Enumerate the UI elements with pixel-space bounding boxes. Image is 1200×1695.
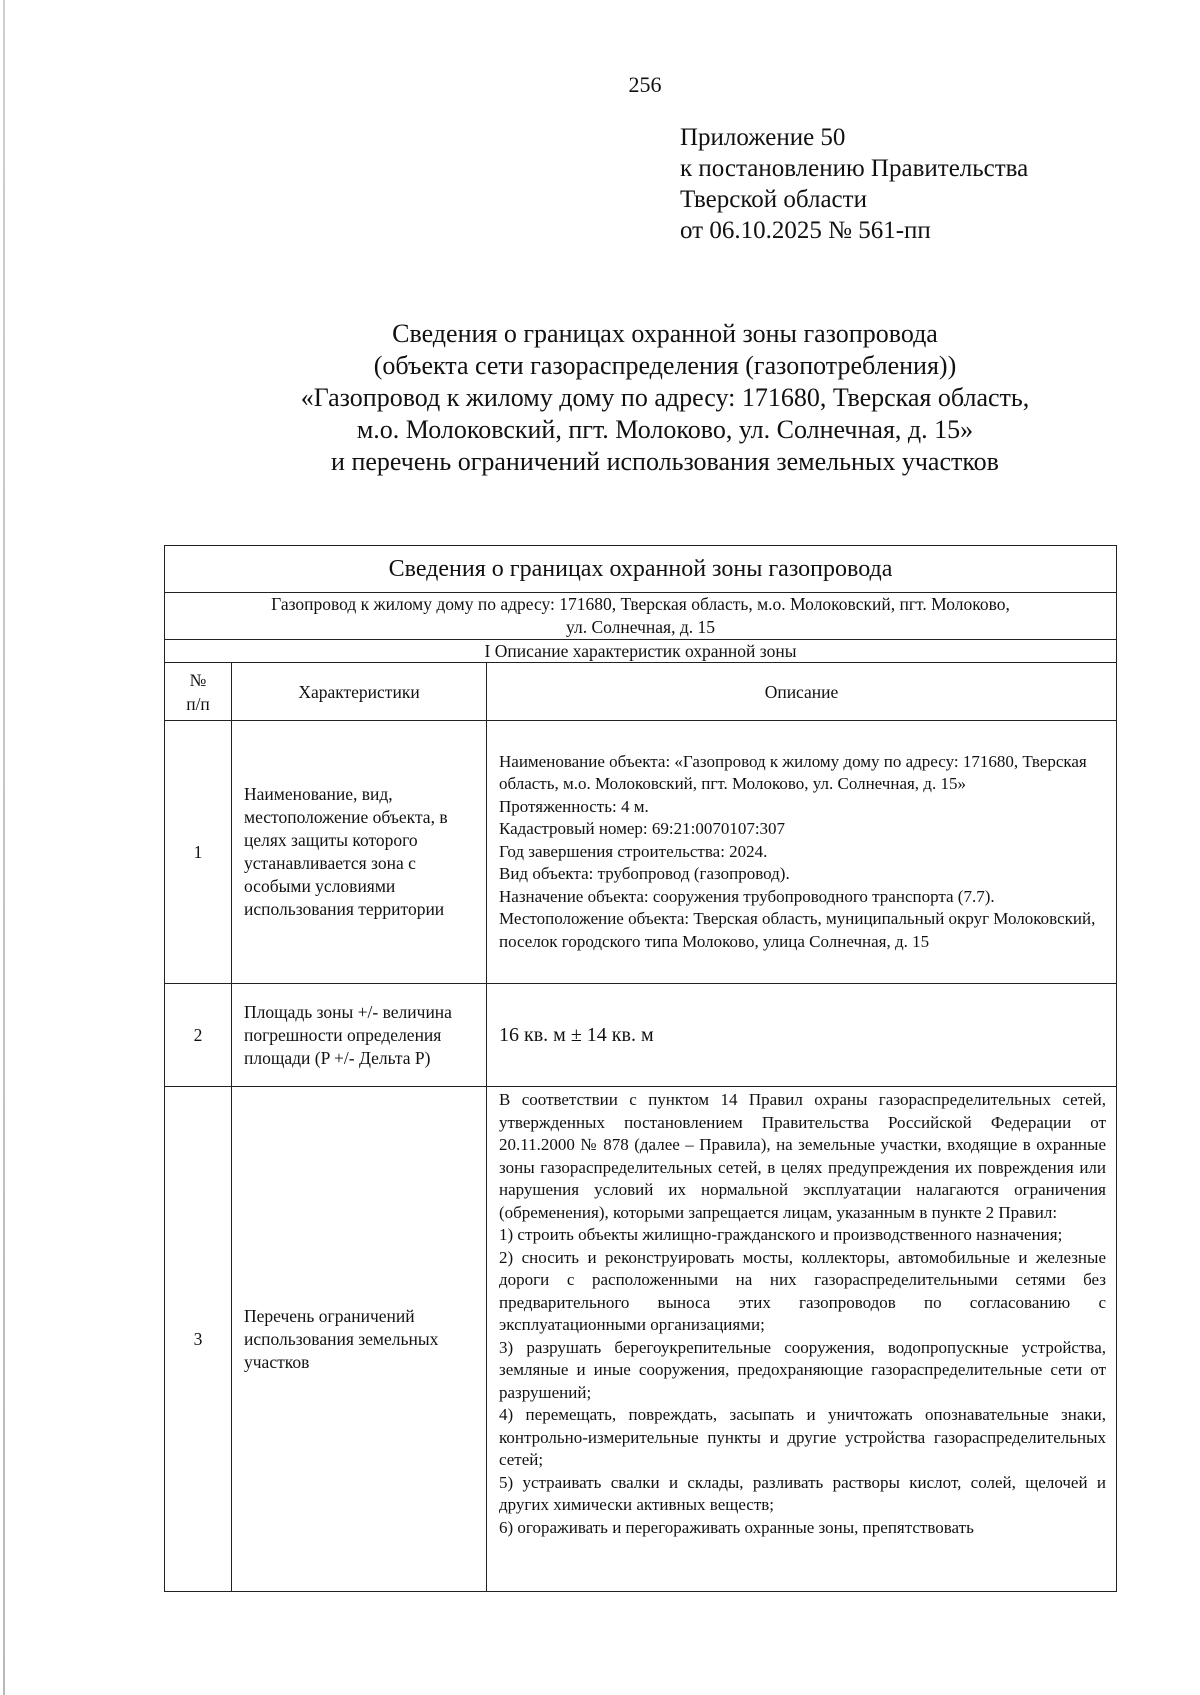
column-header-num bbox=[165, 663, 232, 721]
table-object-row bbox=[165, 593, 1117, 640]
row-description bbox=[487, 984, 1117, 1087]
restriction-item: 2) сносить и реконструировать мосты, коллекторы, автомобильные и железные дороги с расположенными на них газораспределительными сетями без предварительного выноса этих газопроводов по согласованию с эксплуатационными организациями; bbox=[499, 1247, 1106, 1334]
column-header-characteristics: Характеристики bbox=[232, 663, 487, 721]
num-header-line-2: п/п bbox=[186, 693, 210, 714]
row-number: 1 bbox=[165, 721, 232, 984]
description-line: Наименование объекта: «Газопровод к жилому дому по адресу: 171680, Тверская область, м.о. Молоковский, пгт. Молоково, ул. Солнечная, д. 15» bbox=[499, 751, 1087, 794]
description-line: Кадастровый номер: 69:21:0070107:307 bbox=[499, 819, 786, 839]
description-line: Год завершения строительства: 2024. bbox=[499, 841, 768, 861]
table-row bbox=[165, 721, 1117, 984]
scan-edge bbox=[3, 0, 5, 1695]
restriction-item: 6) огораживать и перегораживать охранные зоны, препятствовать bbox=[499, 1517, 974, 1537]
page-number: 256 bbox=[628, 72, 662, 97]
zone-area-value: 16 кв. м ± 14 кв. м bbox=[499, 1023, 654, 1046]
row-characteristic: Площадь зоны +/- величина погрешности определения площади (P +/- Дельта P) bbox=[232, 984, 487, 1087]
table-heading: Сведения о границах охранной зоны газопровода bbox=[165, 546, 1117, 593]
column-header-description: Описание bbox=[487, 663, 1117, 721]
document-title bbox=[165, 318, 1165, 478]
table-row bbox=[165, 1087, 1117, 1592]
description-line: Протяженность: 4 м. bbox=[499, 796, 649, 816]
table-title-row bbox=[165, 546, 1117, 593]
restriction-intro: В соответствии с пунктом 14 Правил охраны газораспределительных сетей, утвержденных постановлением Правительства Российской Федерации от 20.11.2000 № 878 (далее – Правила), на земельные участки, входящие в охранные зоны газораспределительных сетей, в целях предупреждения их повреждения или нарушения условий их нормальной эксплуатации налагаются ограничения (обременения), которыми запрещается лицам, указанным в пункте 2 Правил: bbox=[499, 1090, 1106, 1222]
row-number: 3 bbox=[165, 1087, 232, 1592]
table-row bbox=[165, 984, 1117, 1087]
title-line-3: «Газопровод к жилому дому по адресу: 171680, Тверская область, bbox=[300, 383, 1030, 412]
row-characteristic: Наименование, вид, местоположение объекта, в целях защиты которого устанавливается зона с особыми условиями использования территории bbox=[232, 721, 487, 984]
num-header-line-1: № bbox=[189, 669, 207, 690]
appendix-header bbox=[680, 122, 1028, 246]
appendix-number: Приложение 50 bbox=[680, 124, 846, 151]
row-description bbox=[487, 1087, 1117, 1592]
description-line: Местоположение объекта: Тверская область, муниципальный округ Молоковский, поселок городского типа Молоково, улица Солнечная, д. 15 bbox=[499, 909, 1096, 951]
title-line-5: и перечень ограничений использования земельных участков bbox=[331, 447, 999, 476]
table-object-name bbox=[165, 593, 1117, 640]
appendix-region: Тверской области bbox=[680, 186, 867, 213]
description-line: Назначение объекта: сооружения трубопроводного транспорта (7.7). bbox=[499, 886, 995, 906]
object-line-2: ул. Солнечная, д. 15 bbox=[566, 617, 715, 637]
title-line-4: м.о. Молоковский, пгт. Молоково, ул. Солнечная, д. 15» bbox=[356, 415, 974, 444]
restriction-item: 1) строить объекты жилищно-гражданского и производственного назначения; bbox=[499, 1225, 1063, 1244]
row-description bbox=[487, 721, 1117, 984]
restriction-item: 4) перемещать, повреждать, засыпать и уничтожать опознавательные знаки, контрольно-измерительные пункты и другие устройства газораспределительных сетей; bbox=[499, 1405, 1106, 1469]
restriction-item: 3) разрушать берегоукрепительные сооружения, водопропускные устройства, земляные и иные сооружения, предохраняющие газораспределительные сети от разрушений; bbox=[499, 1337, 1106, 1402]
table-section-title: I Описание характеристик охранной зоны bbox=[165, 640, 1117, 663]
table-section-row bbox=[165, 640, 1117, 663]
row-characteristic: Перечень ограничений использования земельных участков bbox=[232, 1087, 487, 1592]
restriction-item: 5) устраивать свалки и склады, разливать растворы кислот, солей, щелочей и других химически активных веществ; bbox=[499, 1472, 1106, 1514]
title-line-2: (объекта сети газораспределения (газопотребления)) bbox=[373, 351, 957, 380]
object-line-1: Газопровод к жилому дому по адресу: 171680, Тверская область, м.о. Молоковский, пгт. Молоково, bbox=[271, 594, 1010, 614]
row-number: 2 bbox=[165, 984, 232, 1087]
zone-table bbox=[164, 545, 1117, 1592]
title-line-1: Сведения о границах охранной зоны газопровода bbox=[392, 319, 938, 348]
appendix-resolution: к постановлению Правительства bbox=[680, 155, 1029, 182]
appendix-date: от 06.10.2025 № 561-пп bbox=[680, 217, 931, 244]
table-header-row bbox=[165, 663, 1117, 721]
description-line: Вид объекта: трубопровод (газопровод). bbox=[499, 864, 790, 884]
